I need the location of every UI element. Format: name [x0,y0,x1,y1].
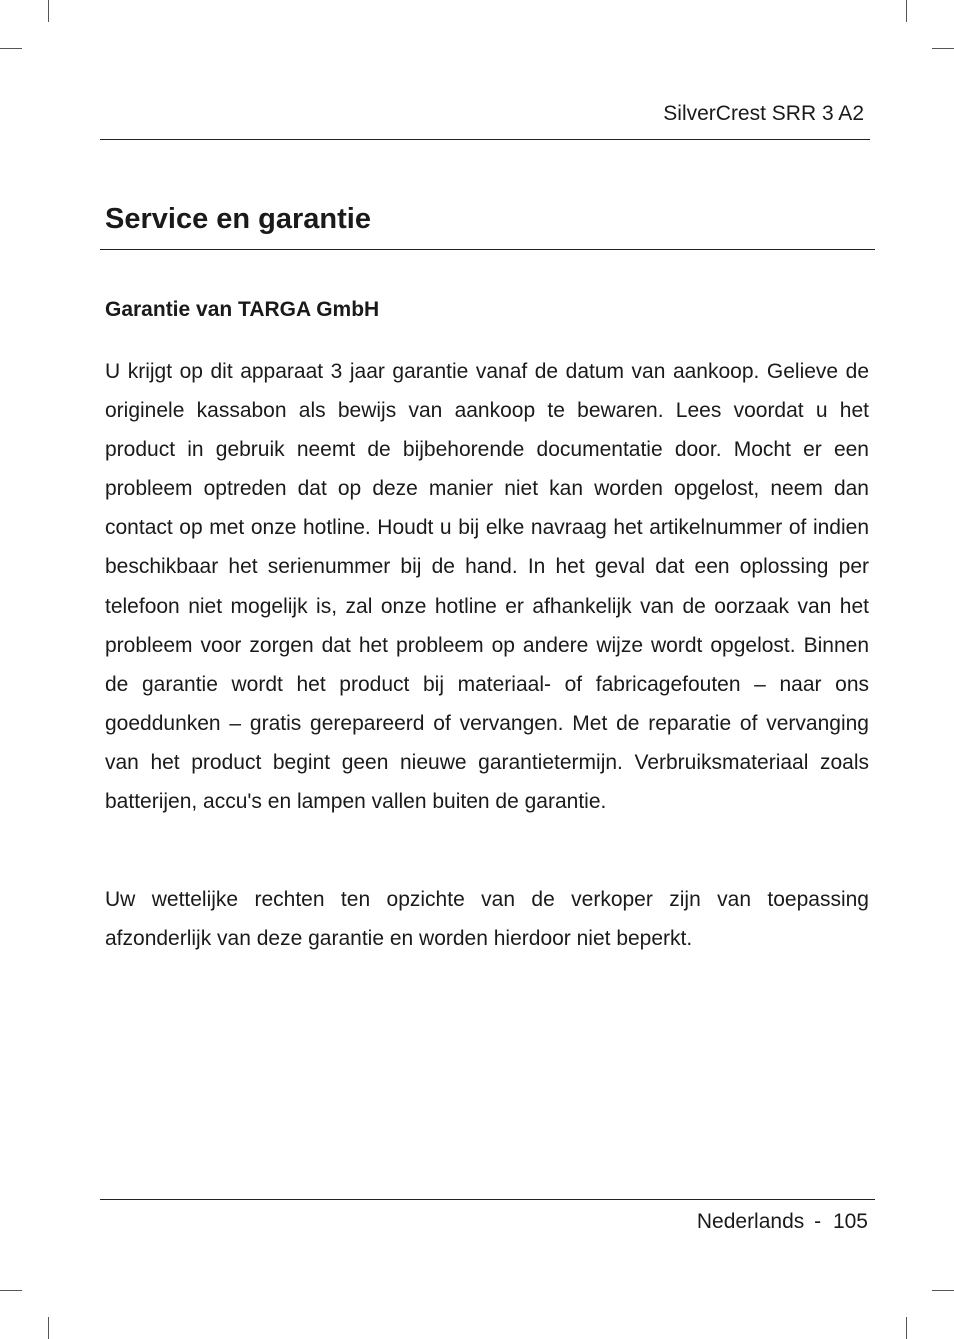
footer-rule [100,1199,875,1200]
crop-mark [0,1290,22,1291]
crop-mark [0,48,22,49]
crop-mark [932,1290,954,1291]
section-subtitle: Garantie van TARGA GmbH [105,298,380,321]
body-paragraph: Uw wettelijke rechten ten opzichte van de verkoper zijn van toepassing afzonderlijk van deze garantie en worden hierdoor niet beperkt. [105,888,869,951]
crop-mark [906,1317,907,1339]
page-number: 105 [832,1210,868,1233]
header-rule [100,139,870,140]
crop-mark [48,0,49,22]
crop-mark [932,48,954,49]
page-footer [697,1208,868,1236]
body-paragraph: U krijgt op dit apparaat 3 jaar garantie vanaf de datum van aankoop. Gelieve de originele kassabon als bewijs van aankoop te bewaren. Lees voordat u het product in gebruik neemt de bijbehorende documentatie door. Mocht er een probleem optreden dat op deze manier niet kan worden opgelost, neem dan contact op met onze hotline. Houdt u bij elke navraag het artikelnummer of indien beschikbaar het serienummer bij de hand. In het geval dat een oplossing per telefoon niet mogelijk is, zal onze hotline er afhankelijk van de oorzaak van het probleem voor zorgen dat het probleem op andere wijze wordt opgelost. Binnen de garantie wordt het product bij materiaal- of fabricagefouten – naar ons goeddunken – gratis gerepareerd of vervangen. Met de reparatie of vervanging van het product begint geen nieuwe garantietermijn. Verbruiksmateriaal zoals batterijen, accu's en lampen vallen buiten de garantie. [105,360,869,814]
crop-mark [48,1317,49,1339]
crop-mark [906,0,907,22]
section-title: Service en garantie [105,203,371,235]
footer-language: Nederlands [696,1210,805,1233]
footer-separator: - [814,1210,822,1233]
title-rule [100,249,875,250]
running-header: SilverCrest SRR 3 A2 [663,102,864,125]
